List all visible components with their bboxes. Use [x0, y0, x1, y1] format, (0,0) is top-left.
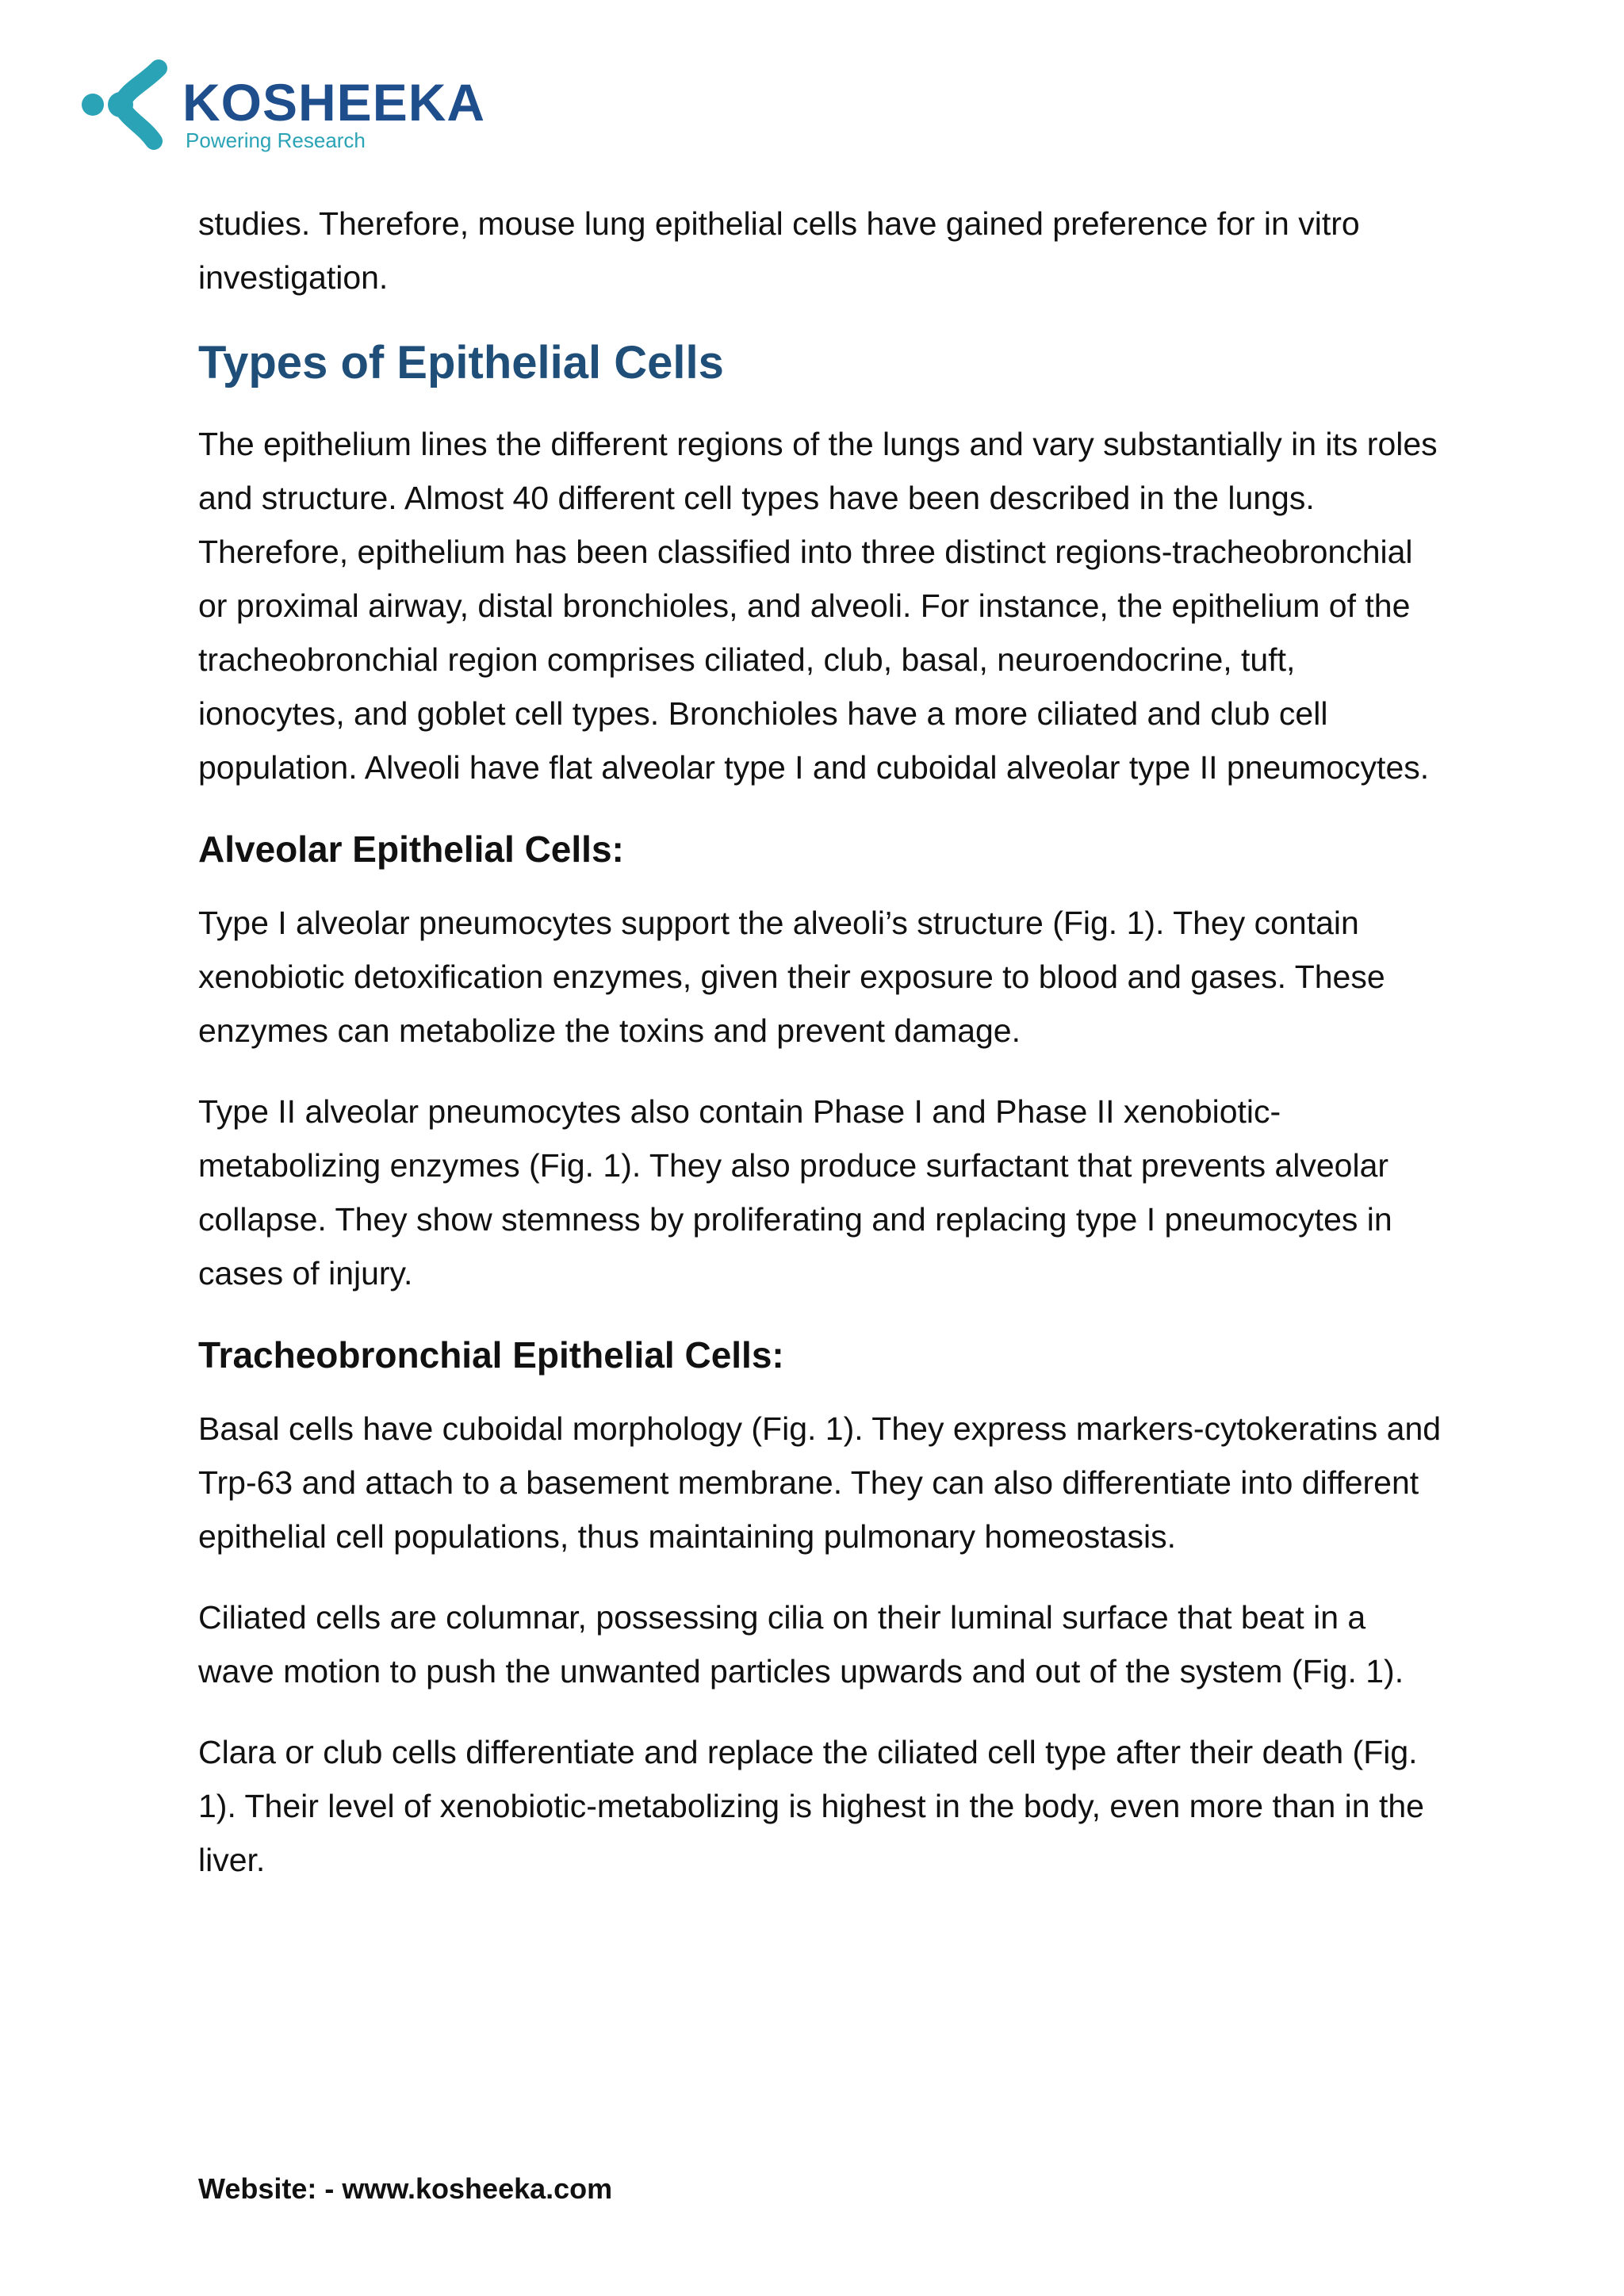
tracheo-paragraph-ciliated: Ciliated cells are columnar, possessing cilia on their luminal surface that beat in a wave motion to push the unwanted particles upwards and out of the system (Fig. 1). [198, 1599, 1404, 1689]
document-body [198, 197, 1443, 1914]
section-title: Types of Epithelial Cells [198, 337, 724, 388]
alveolar-heading: Alveolar Epithelial Cells: [198, 828, 624, 870]
tracheo-paragraph-basal: Basal cells have cuboidal morphology (Fig. 1). They express markers-cytokeratins and Trp-63 and attach to a basement membrane. They can also differentiate into different epithelial cell populations, thus maintaining pulmonary homeostasis. [198, 1410, 1442, 1555]
kosheeka-logo-icon [79, 52, 182, 163]
brand-name: KOSHEEKA [182, 73, 486, 132]
alveolar-paragraph-type-2: Type II alveolar pneumocytes also contain Phase I and Phase II xenobiotic-metabolizing enzymes (Fig. 1). They also produce surfactant that prevents alveolar collapse. They show stemness by proliferating and replacing type I pneumocytes in cases of injury. [198, 1093, 1392, 1292]
brand-logo [79, 52, 523, 163]
section-paragraph: The epithelium lines the different regions of the lungs and vary substantially in its roles and structure. Almost 40 different cell types have been described in the lungs. Therefore, epithelium has been classified into three distinct regions-tracheobronchial or proximal airway, distal bronchioles, and alveoli. For instance, the epithelium of the tracheobronchial region comprises ciliated, club, basal, neuroendocrine, tuft, ionocytes, and goblet cell types. Bronchioles have a more ciliated and club cell population. Alveoli have flat alveolar type I and cuboidal alveolar type II pneumocytes. [198, 426, 1438, 786]
brand-tagline: Powering Research [186, 128, 366, 152]
alveolar-paragraph-type-1: Type I alveolar pneumocytes support the alveoli’s structure (Fig. 1). They contain xenobiotic detoxification enzymes, given their exposure to blood and gases. These enzymes can metabolize the toxins and prevent damage. [198, 905, 1385, 1049]
intro-paragraph: studies. Therefore, mouse lung epithelial cells have gained preference for in vitro investigation. [198, 205, 1360, 296]
tracheo-paragraph-club: Clara or club cells differentiate and replace the ciliated cell type after their death (Fig. 1). Their level of xenobiotic-metabolizing is highest in the body, even more than in the liver. [198, 1734, 1424, 1878]
tracheobronchial-heading: Tracheobronchial Epithelial Cells: [198, 1334, 784, 1376]
footer-website: Website: - www.kosheeka.com [198, 2172, 613, 2205]
